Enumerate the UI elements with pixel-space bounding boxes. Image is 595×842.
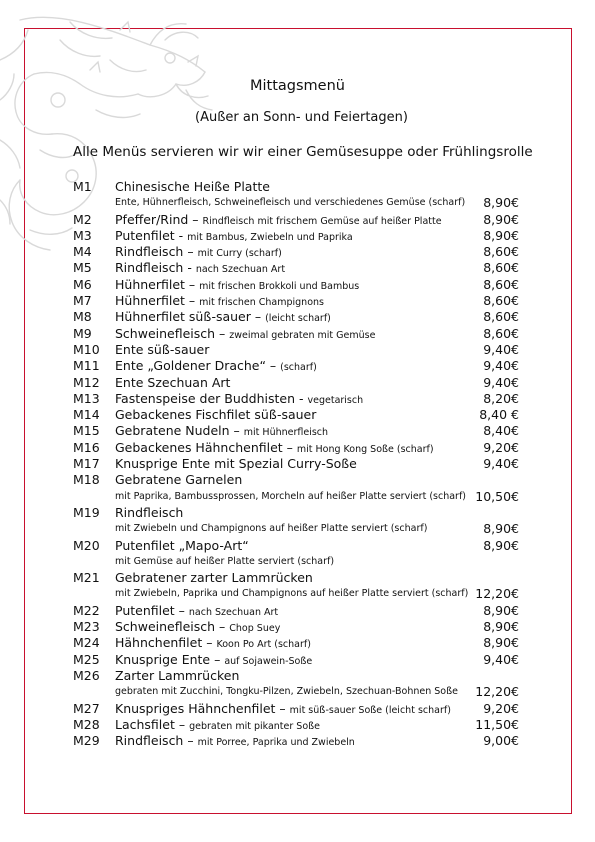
menu-item-name: Hühnerfilet – mit frischen Brokkoli und Bambus xyxy=(115,276,360,292)
menu-item-name: Schweinefleisch – Chop Suey xyxy=(115,619,281,635)
menu-item-description: mit Hong Kong Soße (scharf) xyxy=(296,443,434,455)
menu-item-code: M25 xyxy=(73,651,100,667)
menu-item-code: M21 xyxy=(73,570,100,586)
menu-item-name: Fastenspeise der Buddhisten - vegetarisch xyxy=(115,390,364,406)
menu-item-price: 9,40€ xyxy=(483,374,519,390)
menu-item-name: Hühnerfilet – mit frischen Champignons xyxy=(115,293,324,309)
menu-item-name: Knuspriges Hähnchenfilet – mit süß-sauer Soße (leicht scharf) xyxy=(115,700,451,716)
menu-item-name: Rindfleisch xyxy=(115,504,184,520)
menu-item-name: Schweinefleisch – zweimal gebraten mit Gemüse xyxy=(115,325,376,341)
menu-item-price: 9,40€ xyxy=(483,456,519,472)
menu-item-detail-text: mit Zwiebeln, Paprika und Champignons auf heißer Platte serviert (scharf) xyxy=(115,588,469,600)
menu-item-name: Zarter Lammrücken xyxy=(115,667,240,683)
menu-item-price: 8,40 € xyxy=(479,407,519,423)
menu-item-name: Ente „Goldener Drache“ – (scharf) xyxy=(115,358,317,374)
menu-item-price: 8,90€ xyxy=(483,521,519,537)
menu-item-name: Rindfleisch – mit Curry (scharf) xyxy=(115,244,282,260)
menu-item-price: 9,40€ xyxy=(483,651,519,667)
menu-item xyxy=(0,504,595,520)
menu-item-name: Hühnerfilet süß-sauer – (leicht scharf) xyxy=(115,309,331,325)
menu-item-name: Ente süß-sauer xyxy=(115,341,210,357)
menu-item-code: M13 xyxy=(73,390,100,406)
menu-item-price: 8,60€ xyxy=(483,260,519,276)
menu-item-name: Putenfilet „Mapo-Art“ xyxy=(115,537,249,553)
menu-item-name: Knusprige Ente – auf Sojawein-Soße xyxy=(115,651,313,667)
menu-item-price: 9,40€ xyxy=(483,358,519,374)
menu-item-code: M4 xyxy=(73,244,92,260)
menu-item-code: M7 xyxy=(73,293,92,309)
menu-item-code: M23 xyxy=(73,619,100,635)
menu-item-description: (leicht scharf) xyxy=(265,313,331,325)
menu-item-code: M29 xyxy=(73,733,100,749)
menu-item xyxy=(0,569,595,585)
menu-item-detail xyxy=(0,553,595,569)
menu-item xyxy=(0,390,595,406)
menu-item-code: M1 xyxy=(73,179,92,194)
menu-item-name: Chinesische Heiße Platte xyxy=(115,179,270,194)
menu-item-code: M14 xyxy=(73,407,100,423)
menu-item-price: 8,90€ xyxy=(483,602,519,618)
menu-item-name: Ente Szechuan Art xyxy=(115,374,231,390)
menu-item-code: M6 xyxy=(73,276,92,292)
menu-item-code: M5 xyxy=(73,260,92,276)
menu-item-price: 8,60€ xyxy=(483,276,519,292)
menu-item-price: 8,60€ xyxy=(483,244,519,260)
menu-item-code: M8 xyxy=(73,309,92,325)
menu-item xyxy=(0,700,595,716)
menu-item-price: 12,20€ xyxy=(475,586,519,602)
menu-item-description: mit Bambus, Zwiebeln und Paprika xyxy=(187,231,353,243)
menu-item-price: 9,20€ xyxy=(483,700,519,716)
menu-item xyxy=(0,178,595,194)
menu-item-description: mit frischen Champignons xyxy=(199,297,324,309)
menu-item-detail-text: Ente, Hühnerfleisch, Schweinefleisch und verschiedenes Gemüse (scharf) xyxy=(115,197,466,209)
menu-item-price: 9,20€ xyxy=(483,439,519,455)
menu-item-code: M11 xyxy=(73,358,100,374)
menu-item xyxy=(0,471,595,487)
menu-item-code: M26 xyxy=(73,667,100,683)
menu-item-name: Rindfleisch – mit Porree, Paprika und Zwiebeln xyxy=(115,733,355,749)
menu-item-description: mit Curry (scharf) xyxy=(197,248,282,260)
menu-list xyxy=(0,178,595,748)
menu-item-price: 11,50€ xyxy=(475,716,519,732)
menu-item-code: M22 xyxy=(73,602,100,618)
menu-item xyxy=(0,439,595,455)
menu-item-description: nach Szechuan Art xyxy=(195,264,286,276)
menu-item-detail-text: mit Gemüse auf heißer Platte serviert (scharf) xyxy=(115,555,335,567)
page-subtitle: (Außer an Sonn- und Feiertagen) xyxy=(195,110,408,125)
menu-item-name: Gebratene Nudeln – mit Hühnerfleisch xyxy=(115,423,329,439)
menu-item-name: Pfeffer/Rind – Rindfleisch mit frischem Gemüse auf heißer Platte xyxy=(115,211,442,227)
menu-item-price: 8,40€ xyxy=(483,423,519,439)
menu-item-description: Rindfleisch mit frischem Gemüse auf heißer Platte xyxy=(202,215,442,227)
menu-item-code: M3 xyxy=(73,227,92,243)
menu-item-description: mit frischen Brokkoli und Bambus xyxy=(199,280,360,292)
menu-item-code: M27 xyxy=(73,700,100,716)
menu-item xyxy=(0,618,595,634)
menu-item-name: Putenfilet – nach Szechuan Art xyxy=(115,602,279,618)
menu-item-description: zweimal gebraten mit Gemüse xyxy=(229,329,376,341)
menu-item-name: Putenfilet - mit Bambus, Zwiebeln und Paprika xyxy=(115,227,353,243)
menu-item-detail-text: mit Zwiebeln und Champignons auf heißer Platte serviert (scharf) xyxy=(115,523,428,535)
menu-item-name: Hähnchenfilet – Koon Po Art (scharf) xyxy=(115,635,311,651)
menu-item xyxy=(0,651,595,667)
menu-item-price: 8,90€ xyxy=(483,537,519,553)
menu-item xyxy=(0,211,595,227)
menu-intro: Alle Menüs servieren wir wir einer Gemüsesuppe oder Frühlingsrolle xyxy=(73,144,533,160)
menu-item-price: 8,20€ xyxy=(483,390,519,406)
menu-item xyxy=(0,634,595,650)
menu-item-code: M19 xyxy=(73,504,100,520)
menu-item-detail-text: mit Paprika, Bambussprossen, Morcheln auf heißer Platte serviert (scharf) xyxy=(115,490,466,502)
menu-item-price: 10,50€ xyxy=(475,488,519,504)
menu-item-price: 8,60€ xyxy=(483,309,519,325)
menu-item-code: M18 xyxy=(73,472,100,488)
menu-item xyxy=(0,308,595,324)
menu-item xyxy=(0,732,595,748)
menu-item xyxy=(0,406,595,422)
menu-item-name: Gebackenes Fischfilet süß-sauer xyxy=(115,407,317,423)
menu-item-price: 8,90€ xyxy=(483,227,519,243)
menu-item-description: mit Hühnerfleisch xyxy=(243,427,329,439)
menu-item xyxy=(0,276,595,292)
menu-item-description: gebraten mit pikanter Soße xyxy=(189,720,320,732)
menu-item xyxy=(0,716,595,732)
menu-item-code: M16 xyxy=(73,439,100,455)
menu-item-description: (scharf) xyxy=(280,362,317,374)
menu-item xyxy=(0,537,595,553)
menu-item-detail-text: gebraten mit Zucchini, Tongku-Pilzen, Zwiebeln, Szechuan-Bohnen Soße xyxy=(115,686,458,698)
menu-item-code: M9 xyxy=(73,325,92,341)
menu-item-price: 8,90€ xyxy=(483,211,519,227)
menu-item-code: M15 xyxy=(73,423,100,439)
menu-item-description: Chop Suey xyxy=(229,623,281,635)
menu-item xyxy=(0,422,595,438)
menu-item-code: M20 xyxy=(73,537,100,553)
menu-item-code: M24 xyxy=(73,635,100,651)
menu-item-code: M28 xyxy=(73,716,100,732)
page-title: Mittagsmenü xyxy=(250,78,345,94)
menu-item-price: 8,90€ xyxy=(483,195,519,211)
menu-item-price: 8,90€ xyxy=(483,635,519,651)
menu-item-detail xyxy=(0,488,595,504)
menu-item-name: Gebratene Garnelen xyxy=(115,472,243,488)
menu-item-detail xyxy=(0,520,595,536)
menu-item-description: vegetarisch xyxy=(307,394,364,406)
menu-item xyxy=(0,455,595,471)
menu-item-name: Knusprige Ente mit Spezial Curry-Soße xyxy=(115,456,357,472)
menu-item xyxy=(0,325,595,341)
menu-item xyxy=(0,259,595,275)
menu-item xyxy=(0,357,595,373)
menu-item-price: 9,40€ xyxy=(483,341,519,357)
menu-item-code: M10 xyxy=(73,341,100,357)
menu-item xyxy=(0,667,595,683)
menu-item-price: 9,00€ xyxy=(483,733,519,749)
menu-item-price: 8,60€ xyxy=(483,325,519,341)
menu-item-detail xyxy=(0,194,595,210)
menu-item-name: Gebratener zarter Lammrücken xyxy=(115,570,313,586)
menu-item-detail xyxy=(0,585,595,601)
menu-item-description: auf Sojawein-Soße xyxy=(224,655,313,667)
menu-item-description: Koon Po Art (scharf) xyxy=(216,639,311,651)
menu-item xyxy=(0,227,595,243)
menu-item-code: M2 xyxy=(73,211,92,227)
menu-item-code: M12 xyxy=(73,374,100,390)
menu-item-name: Gebackenes Hähnchenfilet – mit Hong Kong Soße (scharf) xyxy=(115,439,434,455)
menu-item xyxy=(0,374,595,390)
menu-item-description: mit Porree, Paprika und Zwiebeln xyxy=(197,737,355,749)
menu-item-price: 8,60€ xyxy=(483,293,519,309)
menu-item-name: Rindfleisch - nach Szechuan Art xyxy=(115,260,286,276)
menu-item-name: Lachsfilet – gebraten mit pikanter Soße xyxy=(115,716,320,732)
menu-item xyxy=(0,341,595,357)
menu-item xyxy=(0,243,595,259)
menu-item-price: 12,20€ xyxy=(475,684,519,700)
menu-item xyxy=(0,602,595,618)
menu-item-description: mit süß-sauer Soße (leicht scharf) xyxy=(289,704,451,716)
menu-item-description: nach Szechuan Art xyxy=(188,606,279,618)
menu-item-code: M17 xyxy=(73,456,100,472)
menu-item-price: 8,90€ xyxy=(483,619,519,635)
menu-item xyxy=(0,292,595,308)
menu-item-detail xyxy=(0,683,595,699)
